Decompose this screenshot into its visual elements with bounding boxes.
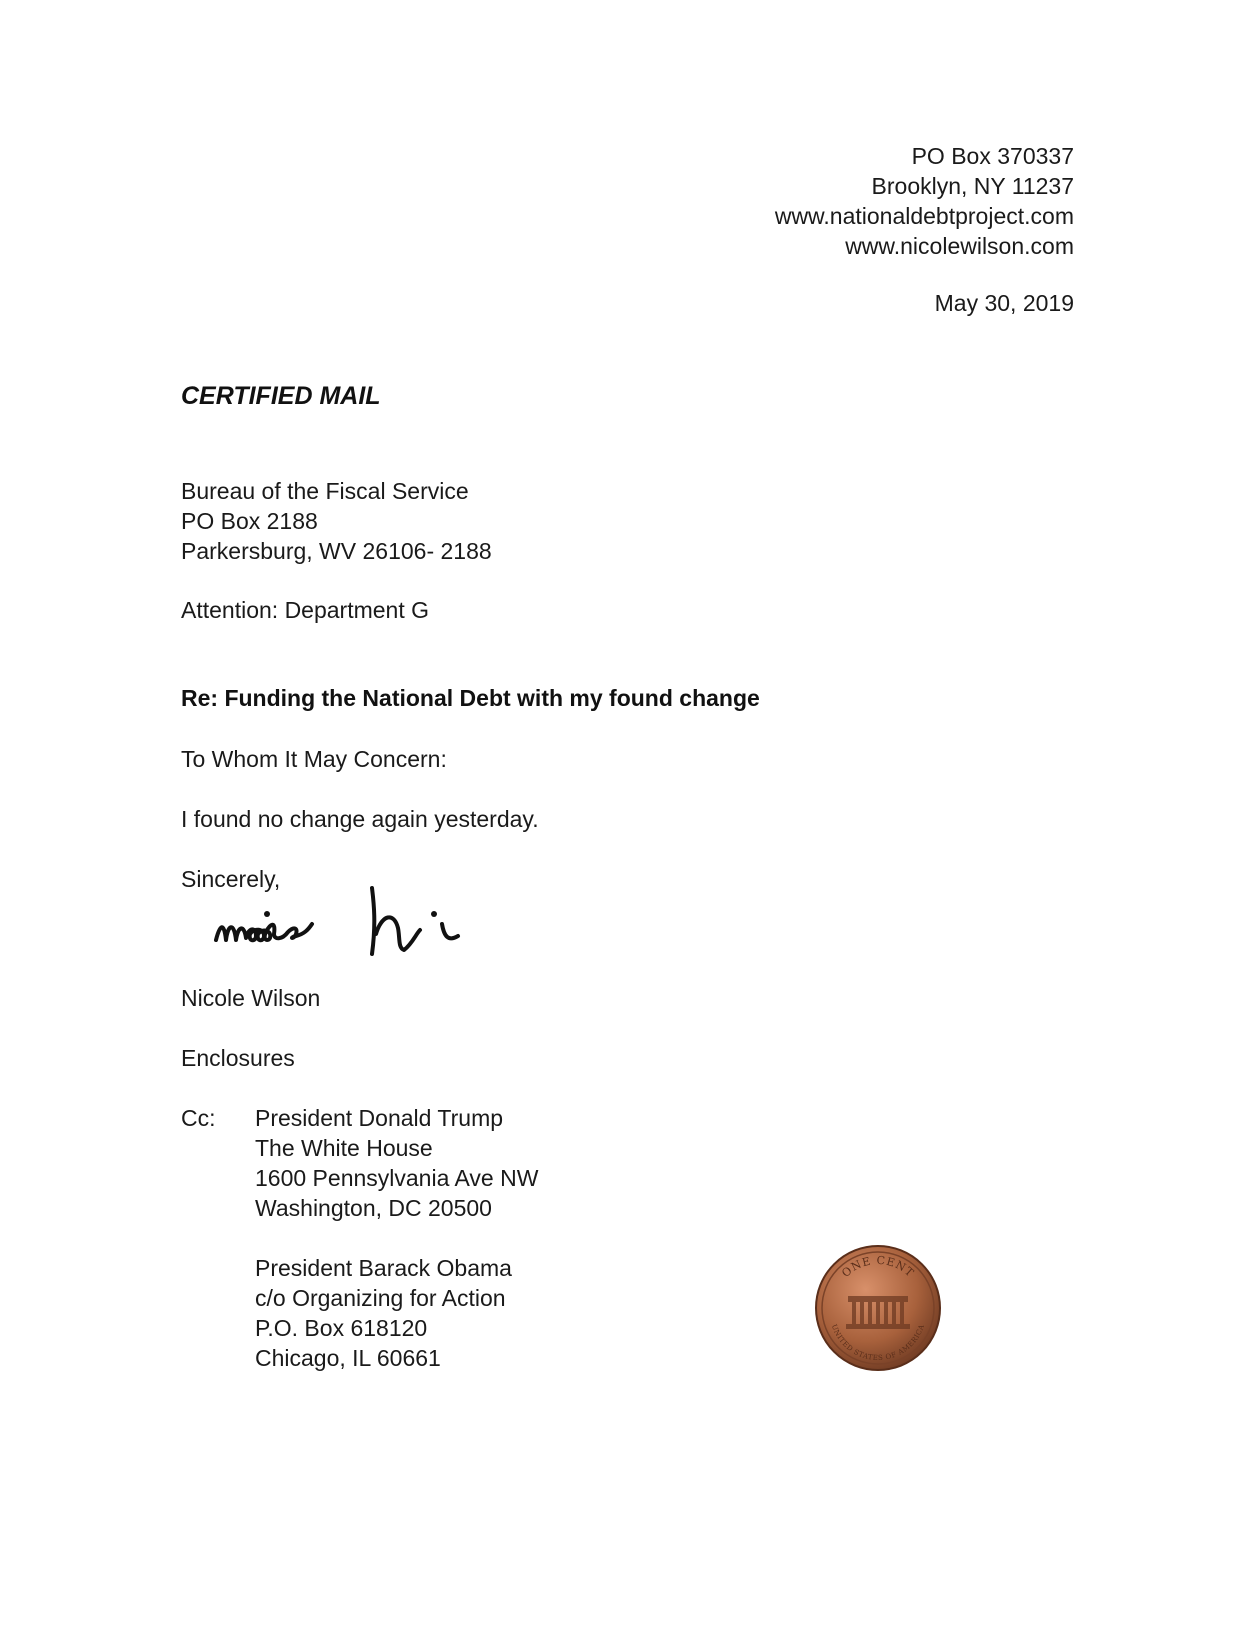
recipient-city: Parkersburg, WV 26106- 2188 (181, 538, 492, 564)
cc-recipient-line: 1600 Pennsylvania Ave NW (255, 1165, 539, 1191)
subject-line: Re: Funding the National Debt with my found change (181, 685, 760, 711)
cc-recipient-name: President Barack Obama (255, 1255, 512, 1281)
cc-recipient-2 (255, 1253, 512, 1373)
cc-recipient-line: The White House (255, 1135, 433, 1161)
closing: Sincerely, (181, 866, 281, 892)
sender-website-2: www.nicolewilson.com (845, 233, 1074, 259)
coin-top-text: ONE CENT (839, 1253, 917, 1280)
recipient-po-box: PO Box 2188 (181, 508, 318, 534)
cc-recipient-line: c/o Organizing for Action (255, 1285, 506, 1311)
certified-mail-heading: CERTIFIED MAIL (181, 382, 381, 410)
cc-recipient-1 (255, 1103, 538, 1223)
cc-recipient-name: President Donald Trump (255, 1105, 504, 1131)
cc-recipient-line: Chicago, IL 60661 (255, 1345, 441, 1371)
coin-bottom-text: UNITED STATES OF AMERICA (829, 1323, 927, 1363)
handwritten-signature (212, 884, 482, 964)
cc-recipient-line: Washington, DC 20500 (255, 1195, 492, 1221)
salutation: To Whom It May Concern: (181, 746, 447, 772)
sender-po-box: PO Box 370337 (911, 143, 1074, 169)
sender-website-1: www.nationaldebtproject.com (774, 203, 1074, 229)
letter-date: May 30, 2019 (934, 290, 1074, 316)
signer-name: Nicole Wilson (181, 985, 321, 1011)
recipient-address (181, 476, 492, 566)
penny-coin-image (808, 1238, 948, 1378)
cc-recipient-line: P.O. Box 618120 (255, 1315, 428, 1341)
enclosures-note: Enclosures (181, 1045, 295, 1071)
letter-body: I found no change again yesterday. (181, 806, 539, 832)
recipient-name: Bureau of the Fiscal Service (181, 478, 469, 504)
sender-city: Brooklyn, NY 11237 (871, 173, 1074, 199)
cc-label: Cc: (181, 1105, 216, 1131)
attention-line: Attention: Department G (181, 597, 430, 623)
sender-address (775, 141, 1074, 261)
